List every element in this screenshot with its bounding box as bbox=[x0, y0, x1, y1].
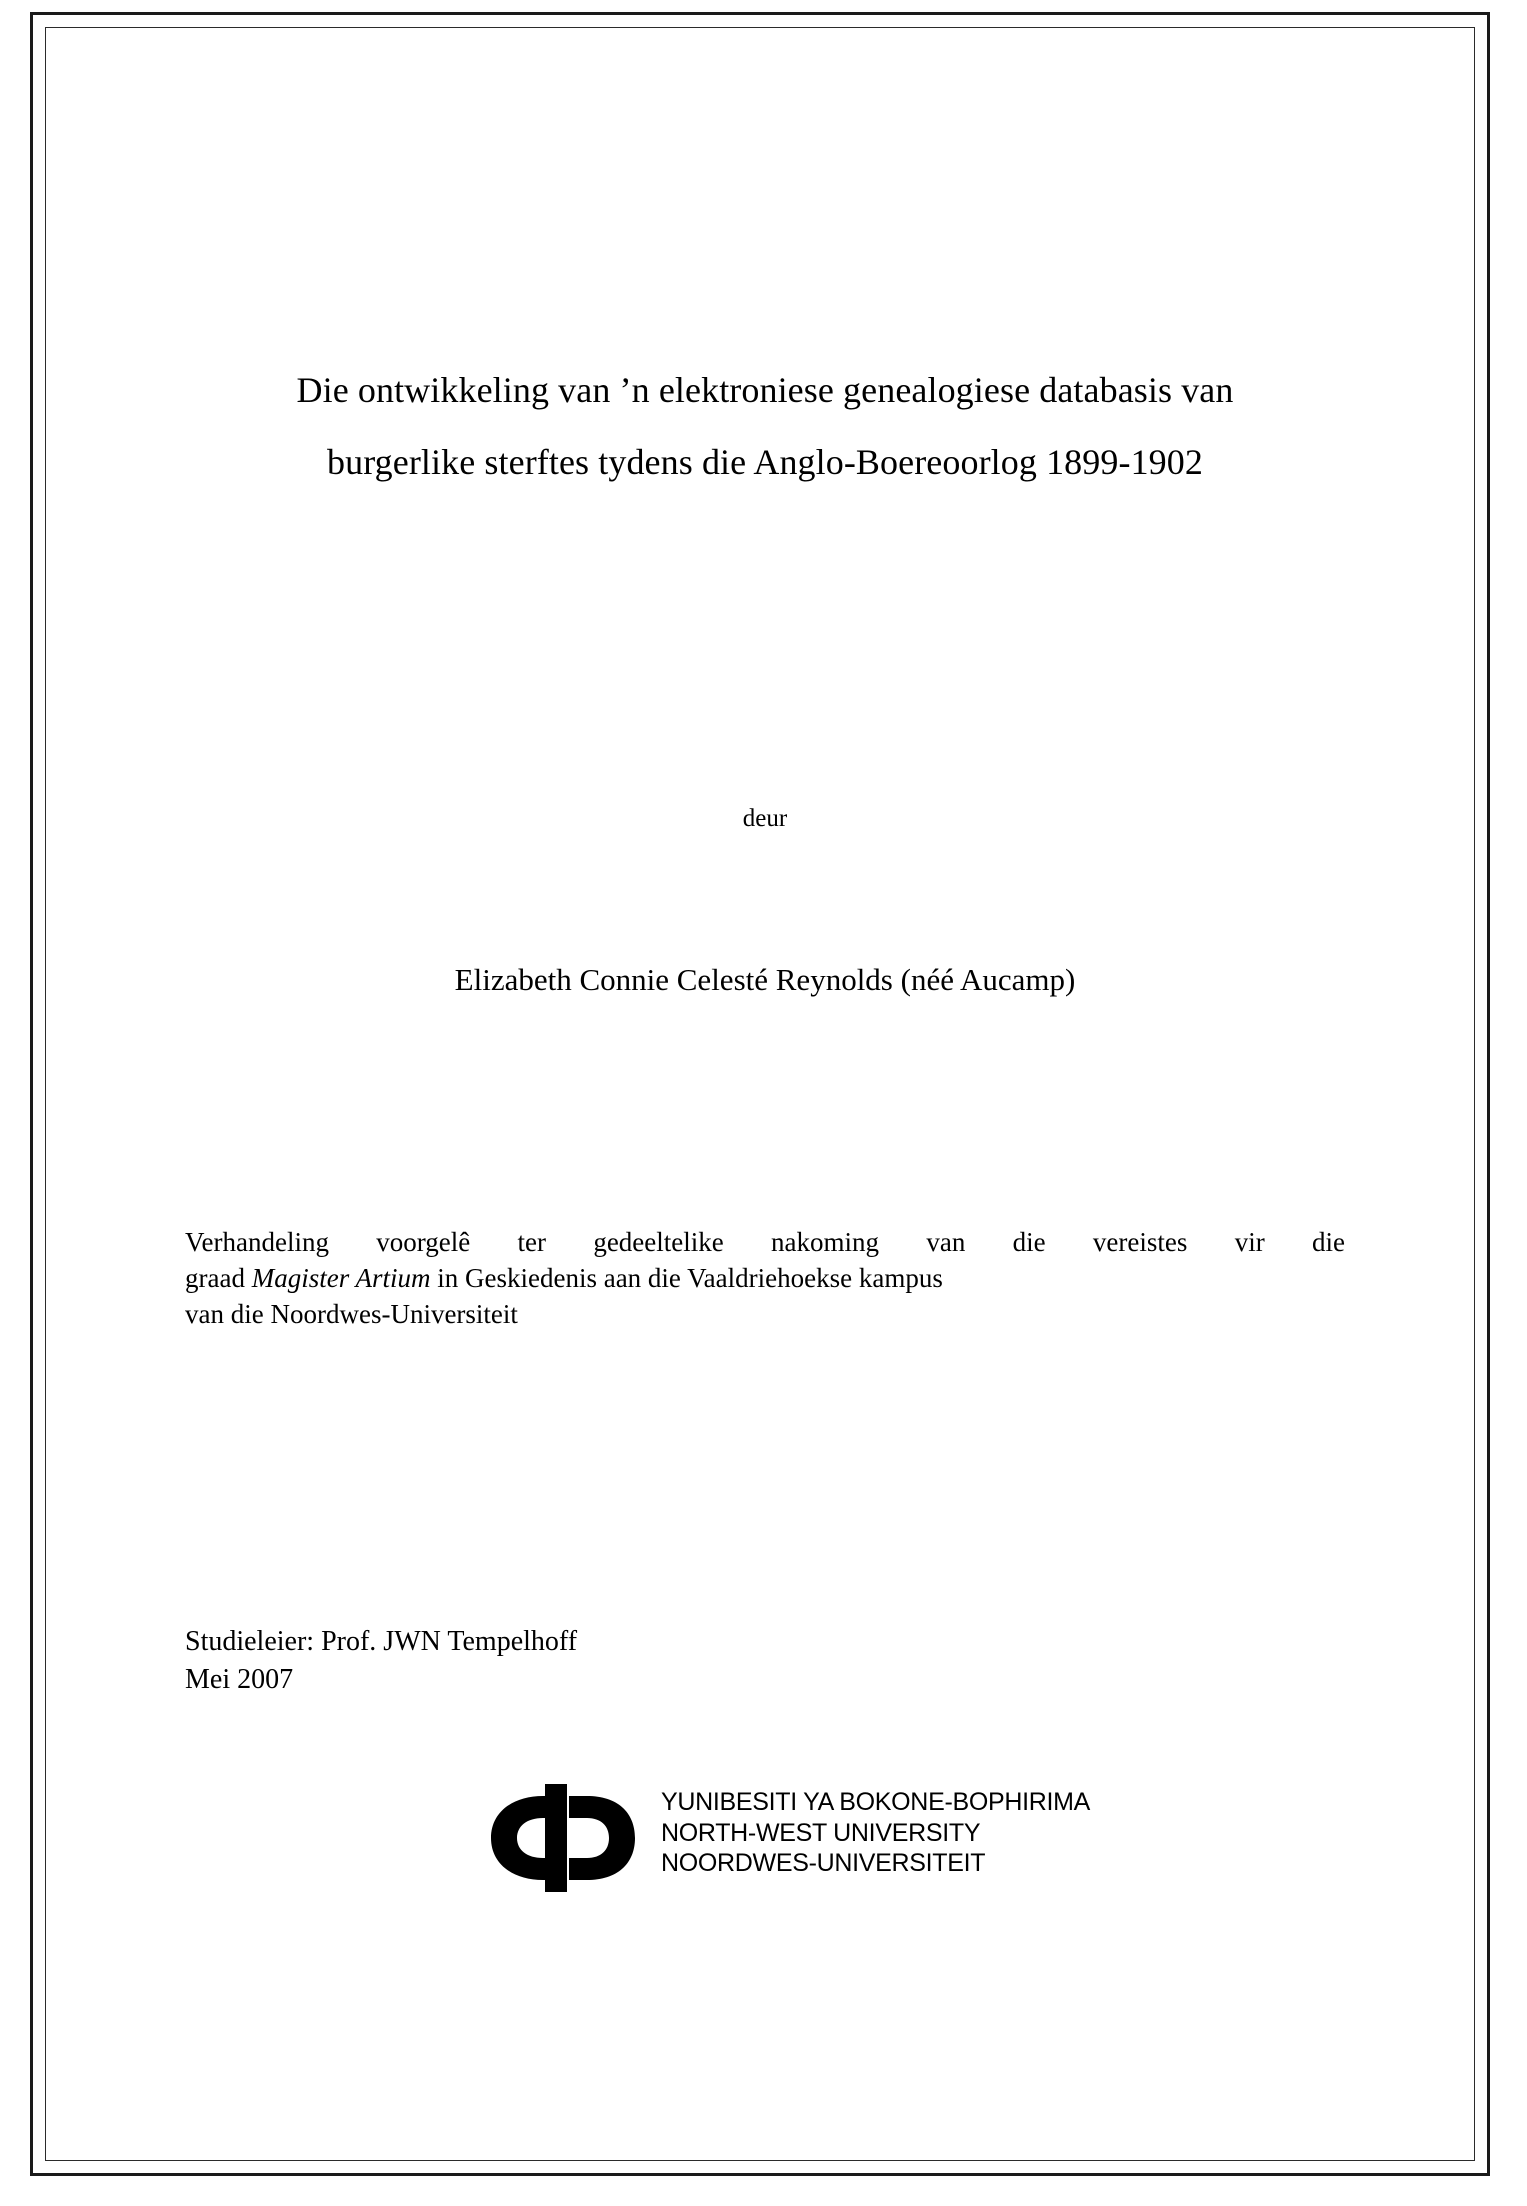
title-line-1: Die ontwikkeling van ’n elektroniese genealogiese databasis van bbox=[296, 370, 1234, 410]
degree-statement-line-2-post: in Geskiedenis aan die Vaaldriehoekse kampus bbox=[430, 1262, 943, 1293]
university-logo-text bbox=[661, 1787, 1090, 1879]
logo-text-line-2: NORTH-WEST UNIVERSITY bbox=[661, 1818, 981, 1847]
degree-statement bbox=[185, 1225, 1345, 1333]
degree-statement-line-2-pre: graad bbox=[185, 1262, 252, 1293]
title-page-content bbox=[185, 0, 1345, 2206]
degree-name: Magister Artium bbox=[251, 1262, 431, 1293]
north-west-university-logo-icon bbox=[465, 1784, 655, 1892]
logo-text-line-3: NOORDWES-UNIVERSITEIT bbox=[661, 1849, 986, 1877]
degree-statement-line-2 bbox=[185, 1261, 1345, 1297]
degree-statement-line-1: Verhandeling voorgelê ter gedeeltelike nakoming van die vereistes vir die bbox=[185, 1227, 1345, 1257]
university-logo bbox=[465, 1782, 1105, 1902]
date-line: Mei 2007 bbox=[185, 1663, 294, 1695]
degree-statement-line-3: van die Noordwes-Universiteit bbox=[185, 1298, 518, 1329]
by-word: deur bbox=[742, 805, 788, 832]
thesis-title bbox=[185, 372, 1345, 480]
title-line-2: burgerlike sterftes tydens die Anglo-Boereoorlog 1899-1902 bbox=[327, 442, 1203, 482]
supervisor-block bbox=[185, 1623, 577, 1699]
supervisor-line: Studieleier: Prof. JWN Tempelhoff bbox=[185, 1626, 578, 1657]
author-name: Elizabeth Connie Celesté Reynolds (néé Aucamp) bbox=[454, 962, 1076, 997]
logo-text-line-1: YUNIBESITI YA BOKONE-BOPHIRIMA bbox=[661, 1788, 1091, 1816]
